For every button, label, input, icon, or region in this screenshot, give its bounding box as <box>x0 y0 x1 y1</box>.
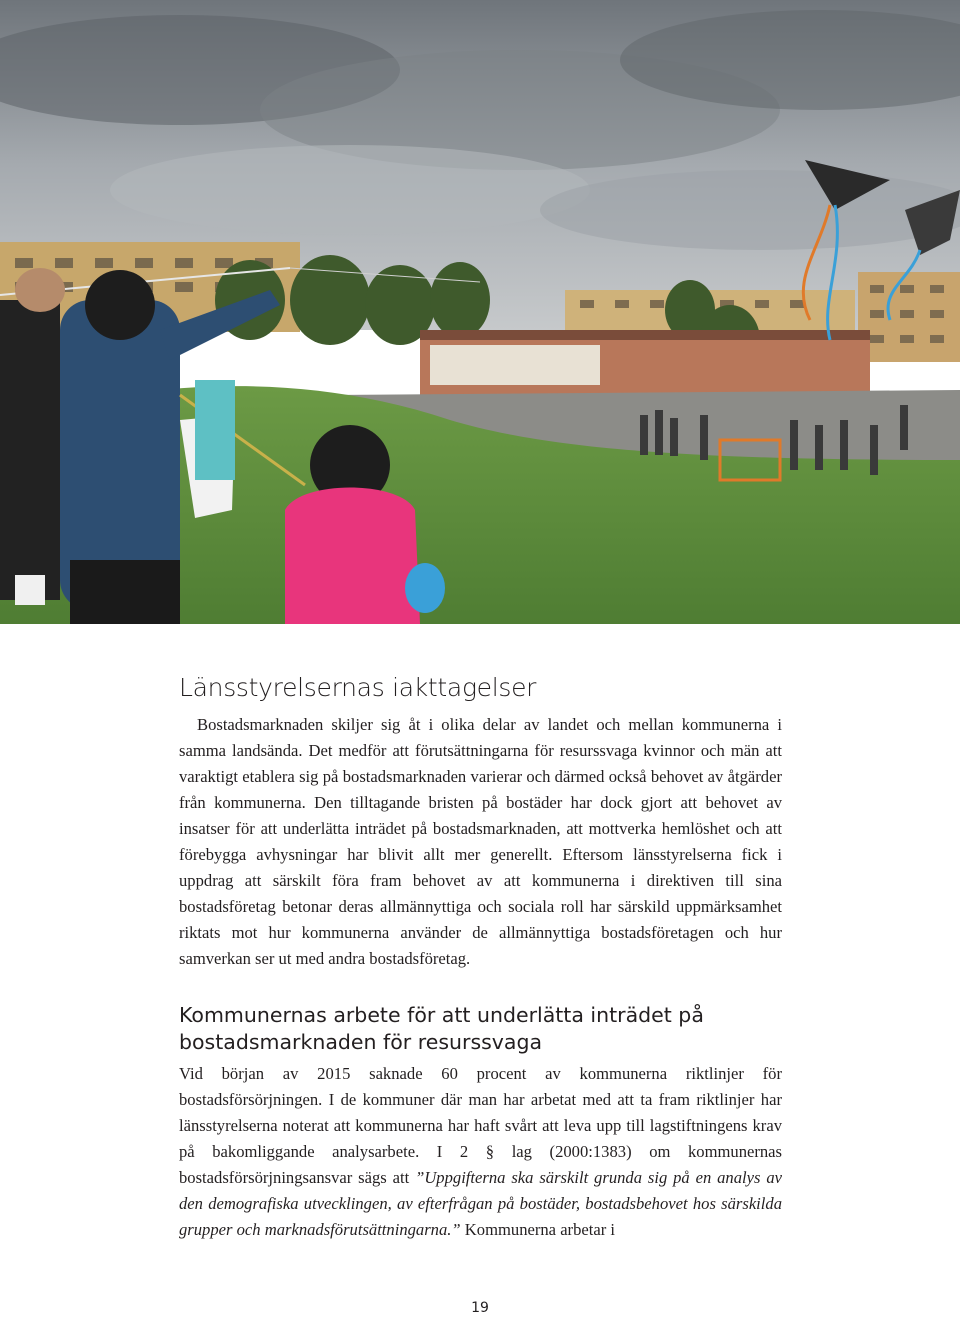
body-text-observations: Bostadsmarknaden skiljer sig åt i olika delar av landet och mellan kommunerna i samma landsända. Det medför att förutsättningarna för resurssvaga kvinnor och män att varaktigt etablera sig på bostadsmarknaden varierar och därmed också behovet av åtgärder från kommunerna. Den tilltagande bristen på bostäder har dock gjort att behovet av insatser för att underlätta inträdet på bostadsmarknaden, att mottverka hemlöshet och att förebygga avhysningar har blivit allt mer generellt. Eftersom länsstyrelserna fick i uppdrag att särskilt föra fram behovet av att kommunerna i direktiven till sina bostadsföretag betonar deras allmännyttiga och sociala roll har särskild uppmärksamhet riktats mot hur kommunerna använder de allmännyttiga bostadsföretagen och hur samverkan ser ut med andra bostadsföretag. <box>179 715 782 968</box>
main-content <box>179 672 782 1243</box>
body-paragraph-municipalities <box>179 1061 782 1243</box>
photo <box>0 0 960 624</box>
body-text-municipalities-end: Kommunerna arbetar i <box>460 1220 616 1239</box>
body-text-municipalities: Vid början av 2015 saknade 60 procent av kommunerna riktlinjer för bostadsförsörjningen. I de kommuner där man har arbetat med att ta fram riktlinjer har länsstyrelserna noterat att kommunerna har haft svårt att leva upp till lagstiftningens krav på bakomliggande analysarbete. I 2 § lag (2000:1383) om kommunernas bostadsförsörjningsansvar sägs att <box>179 1064 782 1187</box>
law-quote: ”Uppgifterna ska särskilt grunda sig på en analys av den demografiska utvecklingen, av efterfrågan på bostäder, bostadsbehovet hos särskilda grupper och marknadsförutsättningarna.” <box>179 1168 782 1239</box>
outdoor-kite-flying-photo-icon <box>0 0 960 624</box>
section-heading-municipalities: Kommunernas arbete för att underlätta inträdet på bostadsmarknaden för resurssvaga <box>179 1003 704 1054</box>
page-number: 19 <box>471 1300 489 1316</box>
section-heading-observations: Länsstyrelsernas iakttagelser <box>179 673 537 702</box>
body-paragraph-observations <box>179 712 782 972</box>
